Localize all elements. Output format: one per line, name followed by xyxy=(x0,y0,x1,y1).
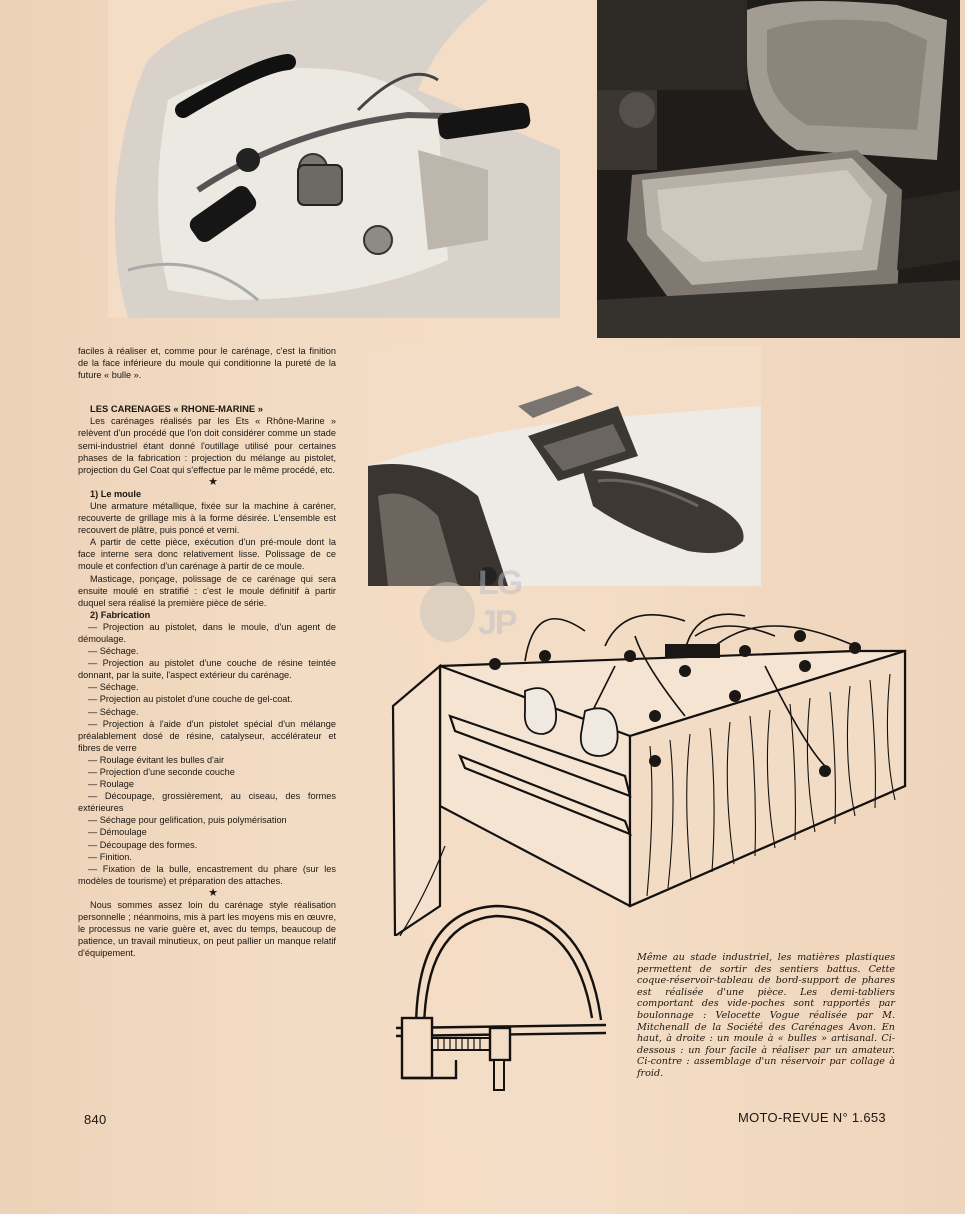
fabrication-step: — Séchage. xyxy=(88,646,139,657)
moule-title: 1) Le moule xyxy=(90,488,142,499)
magazine-issue: MOTO-REVUE N° 1.653 xyxy=(738,1110,886,1125)
fabrication-title: 2) Fabrication xyxy=(90,609,151,620)
figure-caption: Même au stade industriel, les matières plastiques permettent de sortir des sentiers battus. Cette coque-réservoir-tableau de bord-support de phares est réalisée d'une pièce. Les demi-tabliers comportant des vide-poches sont rapportés par boulonnage : Velocette Vogue réalisée par M. Mitchenall de la Société des Carénages Avon. En haut, à droite : un moule à « bulles » artisanal. Ci-dessous : un four facile à réaliser par un amateur. Ci-contre : assemblage d'un réservoir par collage à froid. xyxy=(637,952,895,1079)
moule-paragraph-2: A partir de cette pièce, exécution d'un pré-moule dont la face interne sera donc relativement lisse. Polissage de ce moule et confection d'un carénage à partir de ce moule. xyxy=(78,537,336,572)
fabrication-step: — Démoulage xyxy=(88,827,147,838)
photo-fairing-dashboard xyxy=(108,0,560,318)
fabrication-step: — Séchage pour gelification, puis polymérisation xyxy=(88,815,287,826)
fabrication-step: — Fixation de la bulle, encastrement du phare (sur les modèles de tourisme) et préparation des attaches. xyxy=(78,863,336,886)
intro-paragraph: faciles à réaliser et, comme pour le carénage, c'est la finition de la face inférieure du moule qui conditionne la pureté de la future « bulle ». xyxy=(78,346,336,381)
fabrication-step: — Découpage des formes. xyxy=(88,839,198,850)
fabrication-step: — Projection d'une seconde couche xyxy=(88,767,235,777)
fabrication-step: — Projection à l'aide d'un pistolet spécial d'un mélange préalablement dosé de résine, catalyseur, accélérateur et fibres de verre xyxy=(78,718,336,753)
section-title: LES CARENAGES « RHONE-MARINE » xyxy=(90,403,263,415)
fabrication-step: — Roulage évitant les bulles d'air xyxy=(88,754,225,765)
photo-tank-assembly xyxy=(368,346,761,586)
section-paragraph: Les carénages réalisés par les Ets « Rhône-Marine » relèvent d'un procédé que l'on doit considérer comme un stade semi-industriel étant donné l'outillage utilisé pour certaines phases de la fabrication : projection du mélange au pistolet, projection du Gel Coat qui s'effectue par le même procédé, etc. xyxy=(78,416,336,475)
watermark xyxy=(420,562,545,657)
fabrication-step: — Finition. xyxy=(88,851,132,862)
fabrication-step: — Découpage, grossièrement, au ciseau, des formes extérieures xyxy=(78,791,336,814)
watermark-line1: LG xyxy=(478,564,522,602)
fabrication-steps xyxy=(78,621,336,887)
fabrication-step: — Projection au pistolet, dans le moule, d'un agent de démoulage. xyxy=(78,621,336,644)
fabrication-step: — Séchage. xyxy=(88,706,139,717)
drawing-clamp-bubble xyxy=(396,900,612,1096)
moule-paragraph-3: Masticage, ponçage, polissage de ce carénage qui sera ensuite moulé en stratifié : c'est le moule définitif à partir duquel sera réalisé la première pièce de série. xyxy=(78,573,336,608)
star-separator-2: ★ xyxy=(208,886,218,899)
watermark-line2: JP xyxy=(478,604,516,642)
photo-bubble-mould xyxy=(597,0,960,338)
fabrication-step: — Séchage. xyxy=(88,682,139,693)
page-number: 840 xyxy=(84,1112,107,1127)
fabrication-step: — Roulage xyxy=(88,779,134,790)
fabrication-step: — Projection au pistolet d'une couche de résine teintée donnant, par la suite, l'aspect extérieur du carénage. xyxy=(78,658,336,681)
moule-paragraph-1: Une armature métallique, fixée sur la machine à caréner, recouverte de grillage mis à la forme désirée. L'ensemble est recouvert de plâtre, puis poncé et verni. xyxy=(78,500,336,536)
article-column xyxy=(78,345,336,959)
star-separator-1: ★ xyxy=(208,475,218,488)
closing-paragraph: Nous sommes assez loin du carénage style réalisation personnelle ; néanmoins, mis à part les moyens mis en œuvre, le processus ne varie guère et, avec du temps, beaucoup de patience, un travail minutieux, on peut pallier un manque relatif d'équipement. xyxy=(78,899,336,959)
fabrication-step: — Projection au pistolet d'une couche de gel-coat. xyxy=(88,694,293,705)
